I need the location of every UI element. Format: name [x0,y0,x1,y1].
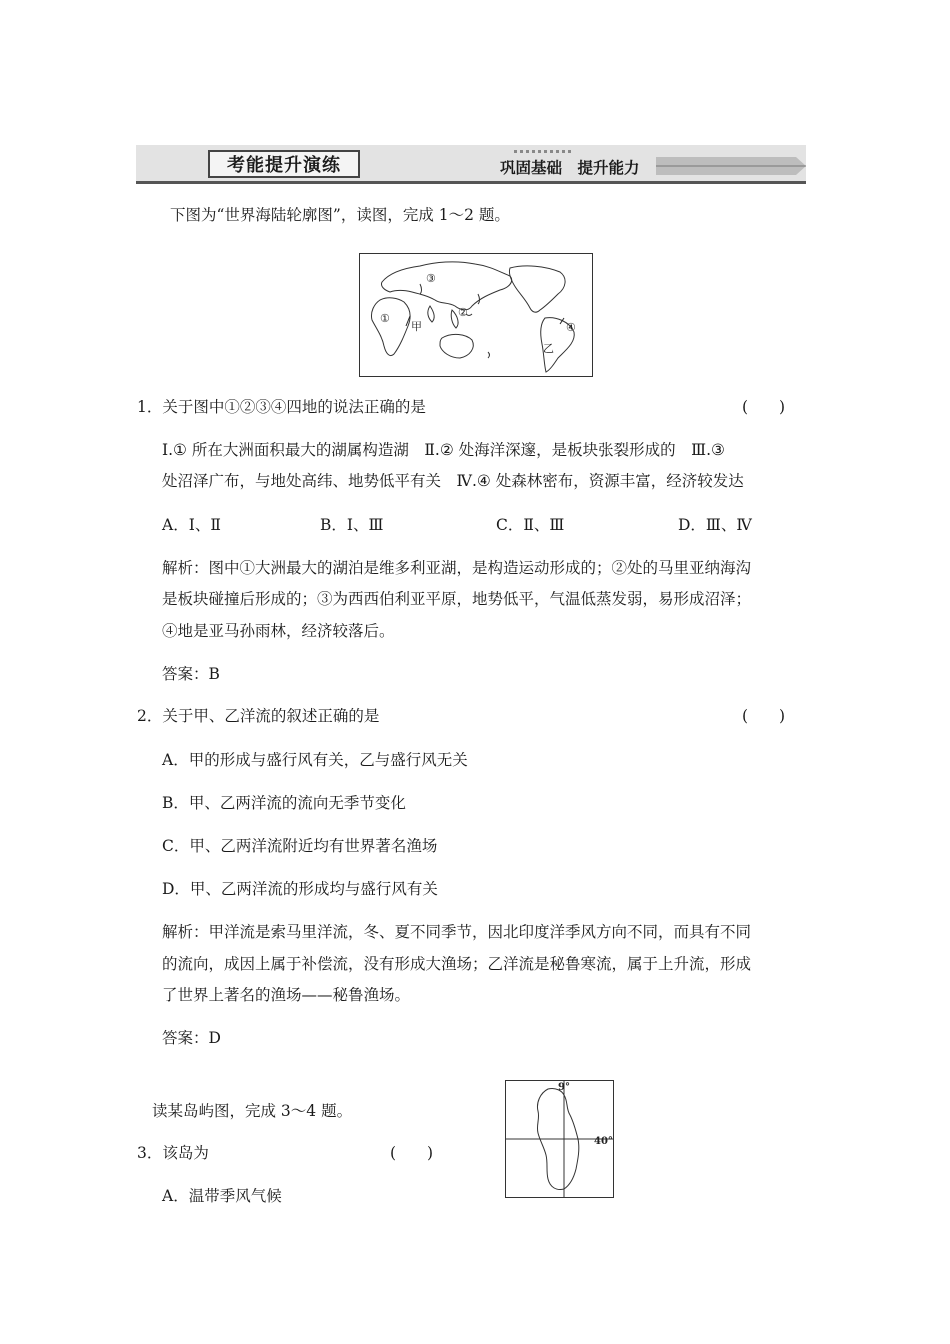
section-tagline: 巩固基础 提升能力 [500,159,640,177]
q3-stem: 3．该岛为 [137,1144,209,1162]
map-label-2: ② [458,306,468,319]
q3-option-a: A．温带季风气候 [162,1187,282,1205]
q3-answer-bracket: ( ) [390,1144,434,1162]
q1-option-a: A．Ⅰ、Ⅱ [162,516,221,534]
q1-statements-line2: 处沼泽广布，与地处高纬、地势低平有关 Ⅳ.④ 处森林密布，资源丰富，经济较发达 [162,472,744,490]
longitude-label: 9° [558,1082,570,1093]
island-map-outline [506,1081,613,1197]
map-label-1: ① [380,312,390,325]
section-banner [136,145,806,181]
q2-analysis-line3: 了世界上著名的渔场——秘鲁渔场。 [162,986,411,1004]
q1-option-c: C．Ⅱ、Ⅲ [496,516,565,534]
q1-analysis-line1: 解析：图中①大洲最大的湖泊是维多利亚湖，是构造运动形成的；②处的马里亚纳海沟 [162,559,752,577]
q1-statements-line1: Ⅰ.① 所在大洲面积最大的湖属构造湖 Ⅱ.② 处海洋深邃，是板块张裂形成的 Ⅲ.③ [162,441,725,459]
intro-text: 下图为“世界海陆轮廓图”，读图，完成 1～2 题。 [170,206,510,224]
q2-answer-bracket: ( ) [742,707,786,725]
q2-option-d: D．甲、乙两洋流的形成均与盛行风有关 [162,880,438,898]
q2-analysis-line2: 的流向，成因上属于补偿流，没有形成大渔场；乙洋流是秘鲁寒流，属于上升流，形成 [162,955,752,973]
map-label-3: ③ [426,272,436,285]
q1-stem: 1．关于图中①②③④四地的说法正确的是 [137,398,426,416]
map-label-jia: 甲 [411,320,422,333]
intro2-text: 读某岛屿图，完成 3～4 题。 [152,1102,353,1120]
q2-option-b: B．甲、乙两洋流的流向无季节变化 [162,794,406,812]
q1-analysis-line3: ④地是亚马孙雨林，经济较落后。 [162,622,395,640]
banner-arrow-decoration [656,153,806,179]
map-label-4: ④ [566,321,576,334]
q1-option-d: D．Ⅲ、Ⅳ [678,516,752,534]
q1-option-b: B．Ⅰ、Ⅲ [320,516,384,534]
q1-analysis-line2: 是板块碰撞后形成的；③为西西伯利亚平原，地势低平，气温低蒸发弱，易形成沼泽； [162,590,752,608]
q2-option-a: A．甲的形成与盛行风有关，乙与盛行风无关 [162,751,468,769]
latitude-label: 40° [594,1136,613,1147]
q2-analysis-line1: 解析：甲洋流是索马里洋流，冬、夏不同季节，因北印度洋季风方向不同，而具有不同 [162,923,752,941]
q2-option-c: C．甲、乙两洋流附近均有世界著名渔场 [162,837,438,855]
q2-answer: 答案：D [162,1029,221,1047]
section-title: 考能提升演练 [208,150,360,178]
q1-answer-bracket: ( ) [742,398,786,416]
banner-underline [136,181,806,184]
q2-stem: 2．关于甲、乙洋流的叙述正确的是 [137,707,380,725]
map-label-yi: 乙 [543,342,554,355]
banner-dots-decoration [514,150,574,153]
world-map [359,253,593,377]
island-map [505,1080,614,1198]
world-map-outline [360,254,592,376]
q1-answer: 答案：B [162,665,220,683]
